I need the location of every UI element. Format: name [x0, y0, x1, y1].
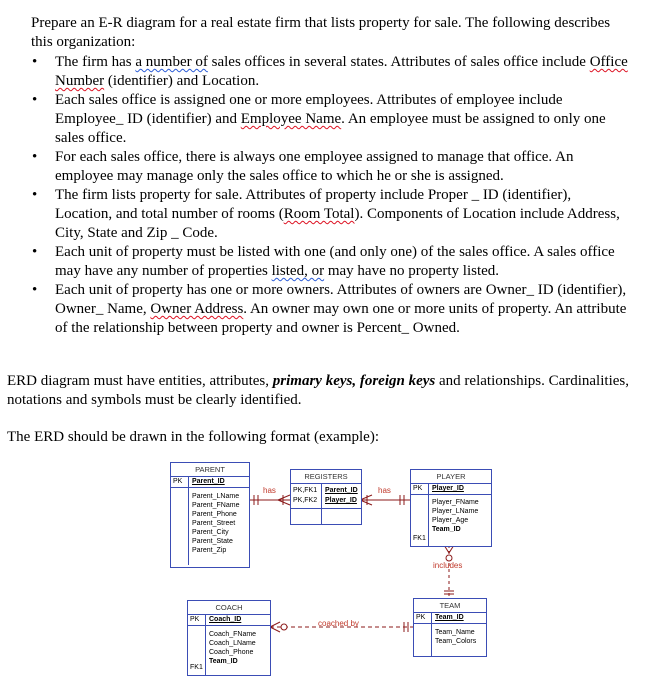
coach-attr: Coach_LName	[209, 640, 256, 647]
entity-player	[410, 469, 492, 547]
requirement-item	[31, 186, 631, 243]
requirement-item	[31, 53, 631, 91]
requirement-item	[31, 91, 631, 148]
entity-parent	[170, 462, 250, 568]
spellcheck-flagged-text: a number of	[135, 54, 208, 70]
player-fk-label: FK1	[413, 535, 426, 542]
spellcheck-flagged-text: listed, or	[271, 263, 325, 279]
erd-req-emphasis: primary keys, foreign keys	[272, 373, 436, 389]
parent-attr: Parent_State	[192, 538, 233, 545]
parent-attr: Parent_City	[192, 529, 229, 536]
coach-pk-field: Coach_ID	[209, 616, 242, 623]
player-fk-field: Team_ID	[432, 526, 461, 533]
requirements-list	[31, 53, 631, 338]
team-attr: Team_Name	[435, 629, 475, 636]
entity-player-title: PLAYER	[411, 470, 491, 484]
entity-registers	[290, 469, 362, 525]
rel-label-coached-by: coached by	[318, 619, 359, 628]
rel-label-includes: includes	[433, 561, 463, 570]
spellcheck-flagged-text: Owner Address	[150, 301, 244, 317]
requirement-text: Each sales office is assigned one or more employees. Attributes of employee include Employee_ ID (identifier) and	[55, 92, 563, 127]
entity-registers-title: REGISTERS	[291, 470, 361, 484]
requirement-item	[31, 243, 631, 281]
entity-parent-title: PARENT	[171, 463, 249, 477]
requirement-item	[31, 148, 631, 186]
requirement-text: The firm lists property for sale. Attributes of property include Proper _ ID (identifier), Location, and total number of rooms (	[55, 187, 572, 222]
requirement-text: Each unit of property must be listed with one (and only one) of the sales office. A sales office may have any number of properties	[55, 244, 615, 279]
spellcheck-flagged-text: Employee Name	[240, 111, 342, 127]
parent-pk-field: Parent_ID	[192, 478, 225, 485]
spellcheck-flagged-text: Office Number	[55, 54, 628, 89]
team-attr: Team_Colors	[435, 638, 477, 645]
coach-fk-field: Team_ID	[209, 658, 238, 665]
coach-fk-label: FK1	[190, 664, 203, 671]
entity-team	[413, 598, 487, 657]
parent-attr: Parent_Street	[192, 520, 236, 527]
registers-key-field: Player_ID	[325, 497, 357, 504]
requirement-item	[31, 281, 631, 338]
requirement-text: Each unit of property has one or more owners. Attributes of owners are Owner_ ID (identifier), Owner_ Name,	[55, 282, 627, 317]
requirement-text: sales offices in several states. Attributes of sales office include	[207, 54, 590, 70]
entity-coach-title: COACH	[188, 601, 270, 615]
registers-key-field: Parent_ID	[325, 487, 358, 494]
coach-attr: Coach_Phone	[209, 649, 254, 656]
player-attr: Player_LName	[432, 508, 479, 515]
team-pk-label: PK	[414, 613, 432, 623]
parent-attr: Parent_Zip	[192, 547, 227, 554]
intro-paragraph: Prepare an E-R diagram for a real estate firm that lists property for sale. The following describes this organization:	[31, 15, 611, 50]
coach-attr: Coach_FName	[209, 631, 257, 638]
coach-pk-label: PK	[188, 615, 206, 625]
requirement-text: The firm has	[55, 54, 136, 70]
requirement-text: . An owner may own one or more units of property. An attribute of the relationship between property and owner is Percent_ Owned.	[55, 301, 627, 336]
team-pk-field: Team_ID	[435, 614, 464, 621]
registers-key-label: PK,FK2	[293, 497, 318, 504]
erd-requirements-paragraph	[7, 372, 647, 410]
entity-coach	[187, 600, 271, 676]
player-pk-label: PK	[411, 484, 429, 494]
player-attr: Player_Age	[432, 517, 469, 524]
rel-label-has-2: has	[378, 486, 391, 495]
erd-format-paragraph: The ERD should be drawn in the following format (example):	[7, 429, 379, 445]
requirement-text: . An employee must be assigned to only one sales office.	[55, 111, 606, 146]
requirement-text: For each sales office, there is always one employee assigned to manage that office. An employee may manage only the sales office to which he or she is assigned.	[55, 149, 574, 184]
player-pk-field: Player_ID	[432, 485, 464, 492]
erd-req-post: and relationships. Cardinalities, notations and symbols must be clearly identified.	[7, 373, 629, 408]
requirement-text: ). Components of Location include Address, City, State and Zip _ Code.	[55, 206, 620, 241]
rel-label-has-1: has	[263, 486, 276, 495]
registers-key-label: PK,FK1	[293, 487, 318, 494]
parent-attr: Parent_Phone	[192, 511, 237, 518]
requirement-text: (identifier) and Location.	[104, 73, 260, 89]
entity-team-title: TEAM	[414, 599, 486, 613]
requirement-text: may have no property listed.	[324, 263, 500, 279]
parent-pk-label: PK	[171, 477, 189, 487]
example-erd-diagram	[0, 455, 661, 687]
parent-attr: Parent_LName	[192, 493, 240, 500]
erd-req-pre: ERD diagram must have entities, attributes,	[7, 373, 273, 389]
spellcheck-flagged-text: Room Total	[283, 206, 355, 222]
parent-attr: Parent_FName	[192, 502, 240, 509]
player-attr: Player_FName	[432, 499, 479, 506]
